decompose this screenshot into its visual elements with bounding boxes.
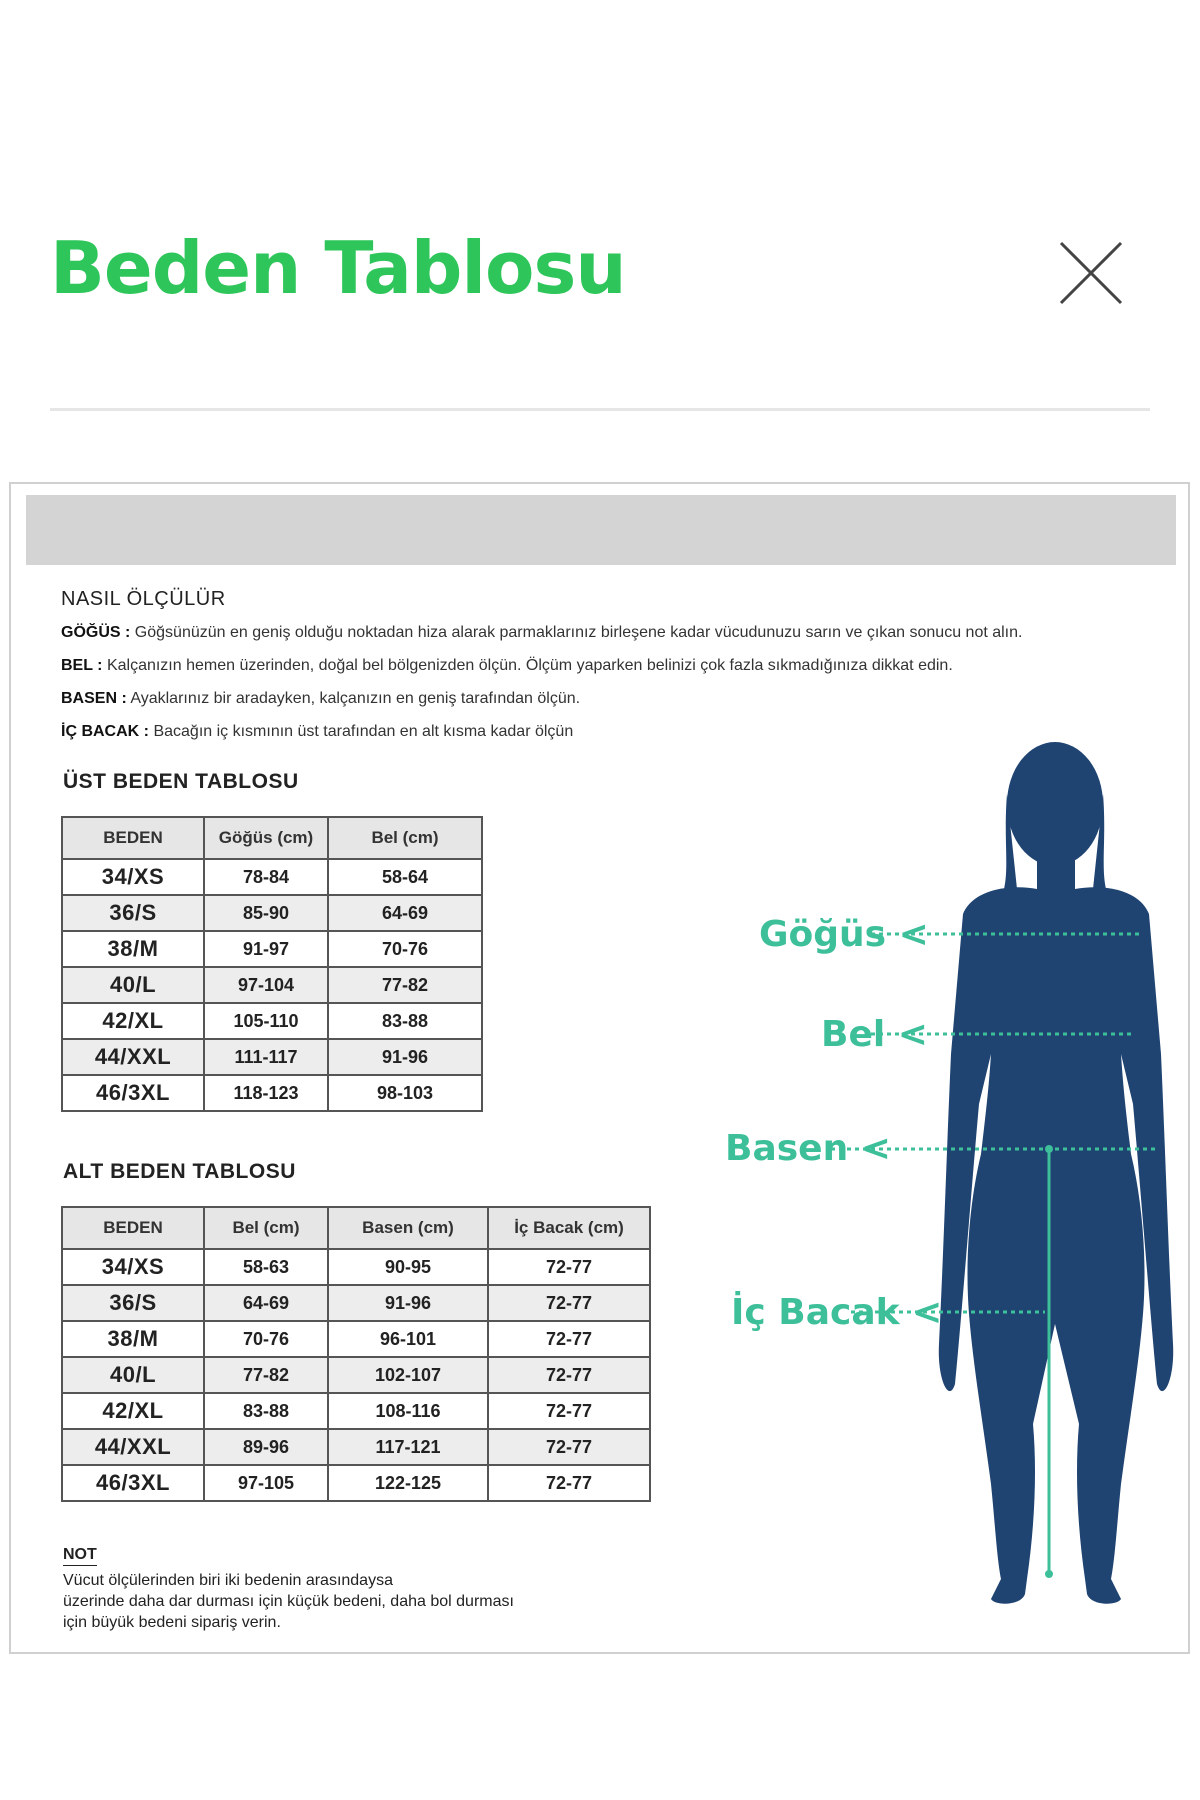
waist-label: Bel < xyxy=(821,1014,928,1055)
table-cell: 44/XXL xyxy=(62,1429,204,1465)
page-title: Beden Tablosu xyxy=(50,226,626,310)
table-cell: 46/3XL xyxy=(62,1465,204,1501)
note-line: için büyük bedeni sipariş verin. xyxy=(63,1614,281,1631)
table-cell: 38/M xyxy=(62,931,204,967)
table-cell: 64-69 xyxy=(328,895,482,931)
size-note xyxy=(63,1544,514,1633)
table-cell: 46/3XL xyxy=(62,1075,204,1111)
measure-inseam: İÇ BACAK : Bacağın iç kısmının üst tarafından en alt kısma kadar ölçün xyxy=(61,723,574,740)
table-cell: 72-77 xyxy=(488,1429,650,1465)
table-cell: 96-101 xyxy=(328,1321,488,1357)
table-header-cell: Bel (cm) xyxy=(328,817,482,859)
table-cell: 83-88 xyxy=(328,1003,482,1039)
note-line: üzerinde daha dar durması için küçük bedeni, daha bol durması xyxy=(63,1593,514,1610)
table-cell: 38/M xyxy=(62,1321,204,1357)
table-cell: 72-77 xyxy=(488,1393,650,1429)
close-icon xyxy=(1058,240,1124,306)
table-row xyxy=(62,1249,650,1285)
table-header-cell: İç Bacak (cm) xyxy=(488,1207,650,1249)
table-row xyxy=(62,859,482,895)
inseam-bottom-dot xyxy=(1045,1570,1053,1578)
table-cell: 36/S xyxy=(62,1285,204,1321)
table-row xyxy=(62,1393,650,1429)
table-cell: 98-103 xyxy=(328,1075,482,1111)
table-row xyxy=(62,1039,482,1075)
table-cell: 85-90 xyxy=(204,895,328,931)
body-silhouette-illustration xyxy=(711,724,1191,1644)
table-row xyxy=(62,895,482,931)
table-cell: 117-121 xyxy=(328,1429,488,1465)
lower-table-title: ALT BEDEN TABLOSU xyxy=(63,1160,296,1183)
hip-label: Basen < xyxy=(725,1128,891,1169)
chest-label: Göğüs < xyxy=(759,914,929,955)
table-cell: 64-69 xyxy=(204,1285,328,1321)
table-cell: 34/XS xyxy=(62,859,204,895)
table-row xyxy=(62,1075,482,1111)
table-header-cell: BEDEN xyxy=(62,817,204,859)
measure-chest: GÖĞÜS : Göğsünüzün en geniş olduğu noktadan hiza alarak parmaklarınız birleşene kadar vücudunuzu sarın ve çıkan sonucu not alın. xyxy=(61,624,1023,641)
table-cell: 91-97 xyxy=(204,931,328,967)
table-cell: 34/XS xyxy=(62,1249,204,1285)
body-figure xyxy=(711,724,1191,1644)
table-header-cell: Göğüs (cm) xyxy=(204,817,328,859)
table-cell: 72-77 xyxy=(488,1357,650,1393)
table-cell: 122-125 xyxy=(328,1465,488,1501)
table-row xyxy=(62,931,482,967)
table-cell: 78-84 xyxy=(204,859,328,895)
header-divider xyxy=(50,408,1150,411)
table-cell: 44/XXL xyxy=(62,1039,204,1075)
table-cell: 91-96 xyxy=(328,1039,482,1075)
table-row xyxy=(62,1003,482,1039)
table-row xyxy=(62,1429,650,1465)
close-button[interactable] xyxy=(1058,240,1124,306)
table-cell: 40/L xyxy=(62,967,204,1003)
table-cell: 72-77 xyxy=(488,1285,650,1321)
table-cell: 72-77 xyxy=(488,1465,650,1501)
table-cell: 91-96 xyxy=(328,1285,488,1321)
table-header-row xyxy=(62,817,482,859)
size-chart-panel xyxy=(9,482,1190,1654)
measure-hip: BASEN : Ayaklarınız bir aradayken, kalçanızın en geniş tarafından ölçün. xyxy=(61,690,581,707)
table-cell: 70-76 xyxy=(204,1321,328,1357)
table-header-cell: Basen (cm) xyxy=(328,1207,488,1249)
table-cell: 90-95 xyxy=(328,1249,488,1285)
table-cell: 72-77 xyxy=(488,1321,650,1357)
note-line: Vücut ölçülerinden biri iki bedenin arasındaysa xyxy=(63,1572,393,1589)
table-cell: 118-123 xyxy=(204,1075,328,1111)
upper-table-title: ÜST BEDEN TABLOSU xyxy=(63,770,299,793)
table-cell: 89-96 xyxy=(204,1429,328,1465)
table-cell: 97-105 xyxy=(204,1465,328,1501)
table-cell: 77-82 xyxy=(204,1357,328,1393)
inseam-top-dot xyxy=(1045,1145,1053,1153)
table-cell: 97-104 xyxy=(204,967,328,1003)
table-cell: 58-63 xyxy=(204,1249,328,1285)
table-cell: 102-107 xyxy=(328,1357,488,1393)
table-row xyxy=(62,1357,650,1393)
table-row xyxy=(62,1285,650,1321)
table-header-cell: Bel (cm) xyxy=(204,1207,328,1249)
table-row xyxy=(62,967,482,1003)
lower-size-table xyxy=(61,1206,651,1502)
upper-size-table xyxy=(61,816,483,1112)
table-cell: 105-110 xyxy=(204,1003,328,1039)
table-cell: 36/S xyxy=(62,895,204,931)
table-cell: 58-64 xyxy=(328,859,482,895)
table-cell: 70-76 xyxy=(328,931,482,967)
table-header-cell: BEDEN xyxy=(62,1207,204,1249)
woman-silhouette-icon xyxy=(939,742,1173,1604)
table-row xyxy=(62,1465,650,1501)
table-cell: 83-88 xyxy=(204,1393,328,1429)
table-cell: 40/L xyxy=(62,1357,204,1393)
how-to-measure-heading: NASIL ÖLÇÜLÜR xyxy=(61,588,226,610)
note-title: NOT xyxy=(63,1544,97,1566)
table-cell: 42/XL xyxy=(62,1003,204,1039)
inseam-label: İç Bacak < xyxy=(731,1292,943,1333)
table-cell: 108-116 xyxy=(328,1393,488,1429)
table-cell: 111-117 xyxy=(204,1039,328,1075)
measure-waist: BEL : Kalçanızın hemen üzerinden, doğal bel bölgenizden ölçün. Ölçüm yaparken belinizi çok fazla sıkmadığınıza dikkat edin. xyxy=(61,657,953,674)
table-row xyxy=(62,1321,650,1357)
panel-header-band xyxy=(26,495,1176,565)
table-header-row xyxy=(62,1207,650,1249)
table-cell: 72-77 xyxy=(488,1249,650,1285)
table-cell: 77-82 xyxy=(328,967,482,1003)
table-cell: 42/XL xyxy=(62,1393,204,1429)
